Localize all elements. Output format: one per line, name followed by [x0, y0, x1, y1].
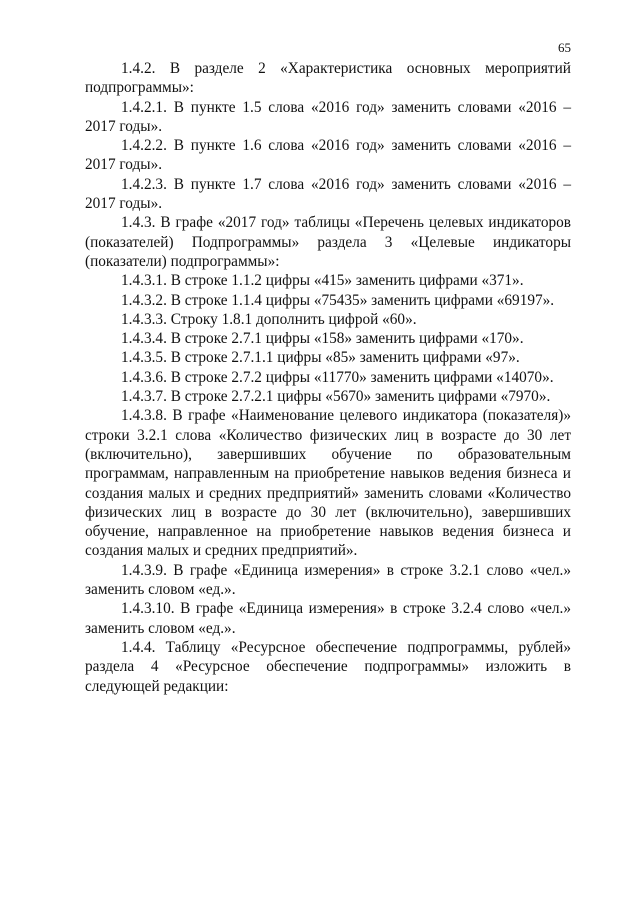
paragraph-1-4-3-7: 1.4.3.7. В строке 2.7.2.1 цифры «5670» заменить цифрами «7970».: [121, 388, 551, 406]
paragraph-1-4-3-6: 1.4.3.6. В строке 2.7.2 цифры «11770» заменить цифрами «14070».: [121, 368, 554, 386]
paragraph-1-4-2-2: 1.4.2.2. В пункте 1.6 слова «2016 год» заменить словами «2016 – 2017 годы».: [85, 137, 571, 174]
paragraph-1-4-3-1: 1.4.3.1. В строке 1.1.2 цифры «415» заменить цифрами «371».: [121, 272, 524, 290]
paragraph-1-4-3: 1.4.3. В графе «2017 год» таблицы «Перечень целевых индикаторов (показателей) Подпрограммы» раздела 3 «Целевые индикаторы (показатели) подпрограммы»:: [85, 214, 571, 270]
document-body: [85, 59, 571, 696]
paragraph-1-4-3-8: 1.4.3.8. В графе «Наименование целевого индикатора (показателя)» строки 3.2.1 слова «Количество физических лиц в возрасте до 30 лет (включительно), завершивших обучение по образовательным программам, направленным на приобретение навыков ведения бизнеса и создания малых и средних предприятий» заменить словами «Количество физических лиц в возрасте до 30 лет (включительно), завершивших обучение, направленное на приобретение навыков ведения бизнеса и создания малых и средних предприятий».: [85, 407, 571, 560]
paragraph-1-4-3-10: 1.4.3.10. В графе «Единица измерения» в строке 3.2.4 слово «чел.» заменить словом «ед.».: [85, 600, 571, 637]
paragraph-1-4-3-2: 1.4.3.2. В строке 1.1.4 цифры «75435» заменить цифрами «69197».: [121, 291, 555, 309]
page-number: 65: [558, 40, 571, 55]
paragraph-1-4-4: 1.4.4. Таблицу «Ресурсное обеспечение подпрограммы, рублей» раздела 4 «Ресурсное обеспечение подпрограммы» изложить в следующей редакции:: [85, 638, 571, 695]
paragraph-1-4-2-3: 1.4.2.3. В пункте 1.7 слова «2016 год» заменить словами «2016 – 2017 годы».: [85, 175, 571, 213]
paragraph-1-4-2-1: 1.4.2.1. В пункте 1.5 слова «2016 год» заменить словами «2016 – 2017 годы».: [85, 98, 571, 135]
paragraph-1-4-2: 1.4.2. В разделе 2 «Характеристика основных мероприятий подпрограммы»:: [85, 60, 571, 97]
paragraph-1-4-3-5: 1.4.3.5. В строке 2.7.1.1 цифры «85» заменить цифрами «97».: [121, 349, 520, 367]
paragraph-1-4-3-3: 1.4.3.3. Строку 1.8.1 дополнить цифрой «60».: [121, 310, 417, 328]
paragraph-1-4-3-9: 1.4.3.9. В графе «Единица измерения» в строке 3.2.1 слово «чел.» заменить словом «ед.».: [85, 561, 571, 599]
paragraph-1-4-3-4: 1.4.3.4. В строке 2.7.1 цифры «158» заменить цифрами «170».: [121, 330, 524, 348]
